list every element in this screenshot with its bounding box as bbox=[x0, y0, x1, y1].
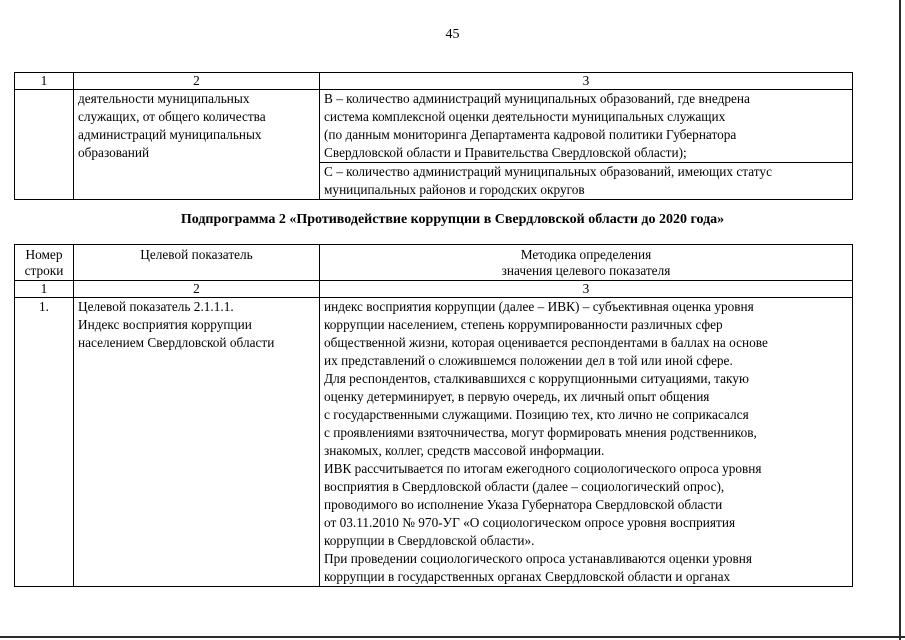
text-line: деятельности муниципальных bbox=[78, 91, 250, 106]
text-line: муниципальных районов и городских округов bbox=[324, 182, 585, 197]
text-line: администраций муниципальных bbox=[78, 127, 262, 142]
column-number-row bbox=[15, 73, 853, 90]
text-line: с государственными служащими. Позицию тех, кто лично не соприкасался bbox=[324, 407, 749, 422]
indicator-cell bbox=[74, 298, 320, 587]
text-line: оценку детерминирует, в первую очередь, их личный опыт общения bbox=[324, 389, 710, 404]
text-line: их представлений о сложившемся положении дел в той или иной сфере. bbox=[324, 353, 733, 368]
text-line: С – количество администраций муниципальных образований, имеющих статус bbox=[324, 164, 772, 179]
text-line: Индекс восприятия коррупции bbox=[78, 317, 252, 332]
section-title: Подпрограмма 2 «Противодействие коррупции в Свердловской области до 2020 года» bbox=[180, 212, 725, 227]
column-number-3: 3 bbox=[320, 73, 853, 90]
column-number-row bbox=[15, 281, 853, 298]
text-line: коррупции в государственных органах Свердловской области и органах bbox=[324, 569, 731, 584]
text-line: ИВК рассчитывается по итогам ежегодного социологического опроса уровня bbox=[324, 461, 762, 476]
column-number-1: 1 bbox=[15, 73, 74, 90]
header-text: Номер bbox=[25, 247, 63, 262]
text-line: с проявлениями взяточничества, могут формировать мнения родственников, bbox=[324, 425, 757, 440]
text-line: коррупции населением, степень коррумпированности различных сфер bbox=[324, 317, 723, 332]
text-line: служащих, от общего количества bbox=[78, 109, 266, 124]
text-line: система комплексной оценки деятельности муниципальных служащих bbox=[324, 109, 726, 124]
header-indicator: Целевой показатель bbox=[74, 245, 320, 281]
continuation-table bbox=[14, 72, 853, 200]
column-number-2: 2 bbox=[74, 281, 320, 298]
text-line: (по данным мониторинга Департамента кадровой политики Губернатора bbox=[324, 127, 737, 142]
indicator-cell bbox=[74, 90, 320, 200]
page-number: 45 bbox=[445, 27, 460, 42]
table-row bbox=[15, 90, 853, 200]
header-row-number bbox=[15, 245, 74, 281]
text-line: общественной жизни, которая оценивается респондентами в баллах на основе bbox=[324, 335, 768, 350]
row-number-cell: 1. bbox=[15, 298, 74, 587]
text-line: коррупции в Свердловской области». bbox=[324, 533, 535, 548]
header-methodology bbox=[320, 245, 853, 281]
header-text: значения целевого показателя bbox=[501, 263, 671, 278]
header-row bbox=[15, 245, 853, 281]
text-line: проводимого во исполнение Указа Губернатора Свердловской области bbox=[324, 497, 723, 512]
text-line: Для респондентов, сталкивавшихся с коррупционными ситуациями, такую bbox=[324, 371, 749, 386]
text-line: Целевой показатель 2.1.1.1. bbox=[78, 299, 234, 314]
text-line: При проведении социологического опроса устанавливаются оценки уровня bbox=[324, 551, 753, 566]
subprogram-table bbox=[14, 244, 853, 587]
page-frame-right bbox=[899, 0, 901, 640]
text-line: индекс восприятия коррупции (далее – ИВК) – субъективная оценка уровня bbox=[324, 299, 754, 314]
column-number-2: 2 bbox=[74, 73, 320, 90]
header-text: Методика определения bbox=[520, 247, 652, 262]
table-row bbox=[15, 298, 853, 587]
text-line: образований bbox=[78, 145, 150, 160]
text-line: Свердловской области и Правительства Свердловской области); bbox=[324, 145, 687, 160]
text-line: от 03.11.2010 № 970-УГ «О социологическом опросе уровня восприятия bbox=[324, 515, 736, 530]
text-line: знакомых, коллег, средств массовой информации. bbox=[324, 443, 605, 458]
page-frame-bottom bbox=[0, 636, 905, 638]
methodology-cell bbox=[320, 298, 853, 587]
methodology-cell bbox=[320, 90, 853, 200]
column-number-3: 3 bbox=[320, 281, 853, 298]
row-number-cell bbox=[15, 90, 74, 200]
header-text: строки bbox=[24, 263, 64, 278]
text-line: восприятия в Свердловской области (далее – социологический опрос), bbox=[324, 479, 725, 494]
text-line: В – количество администраций муниципальных образований, где внедрена bbox=[324, 91, 750, 106]
column-number-1: 1 bbox=[15, 281, 74, 298]
text-line: населением Свердловской области bbox=[78, 335, 275, 350]
